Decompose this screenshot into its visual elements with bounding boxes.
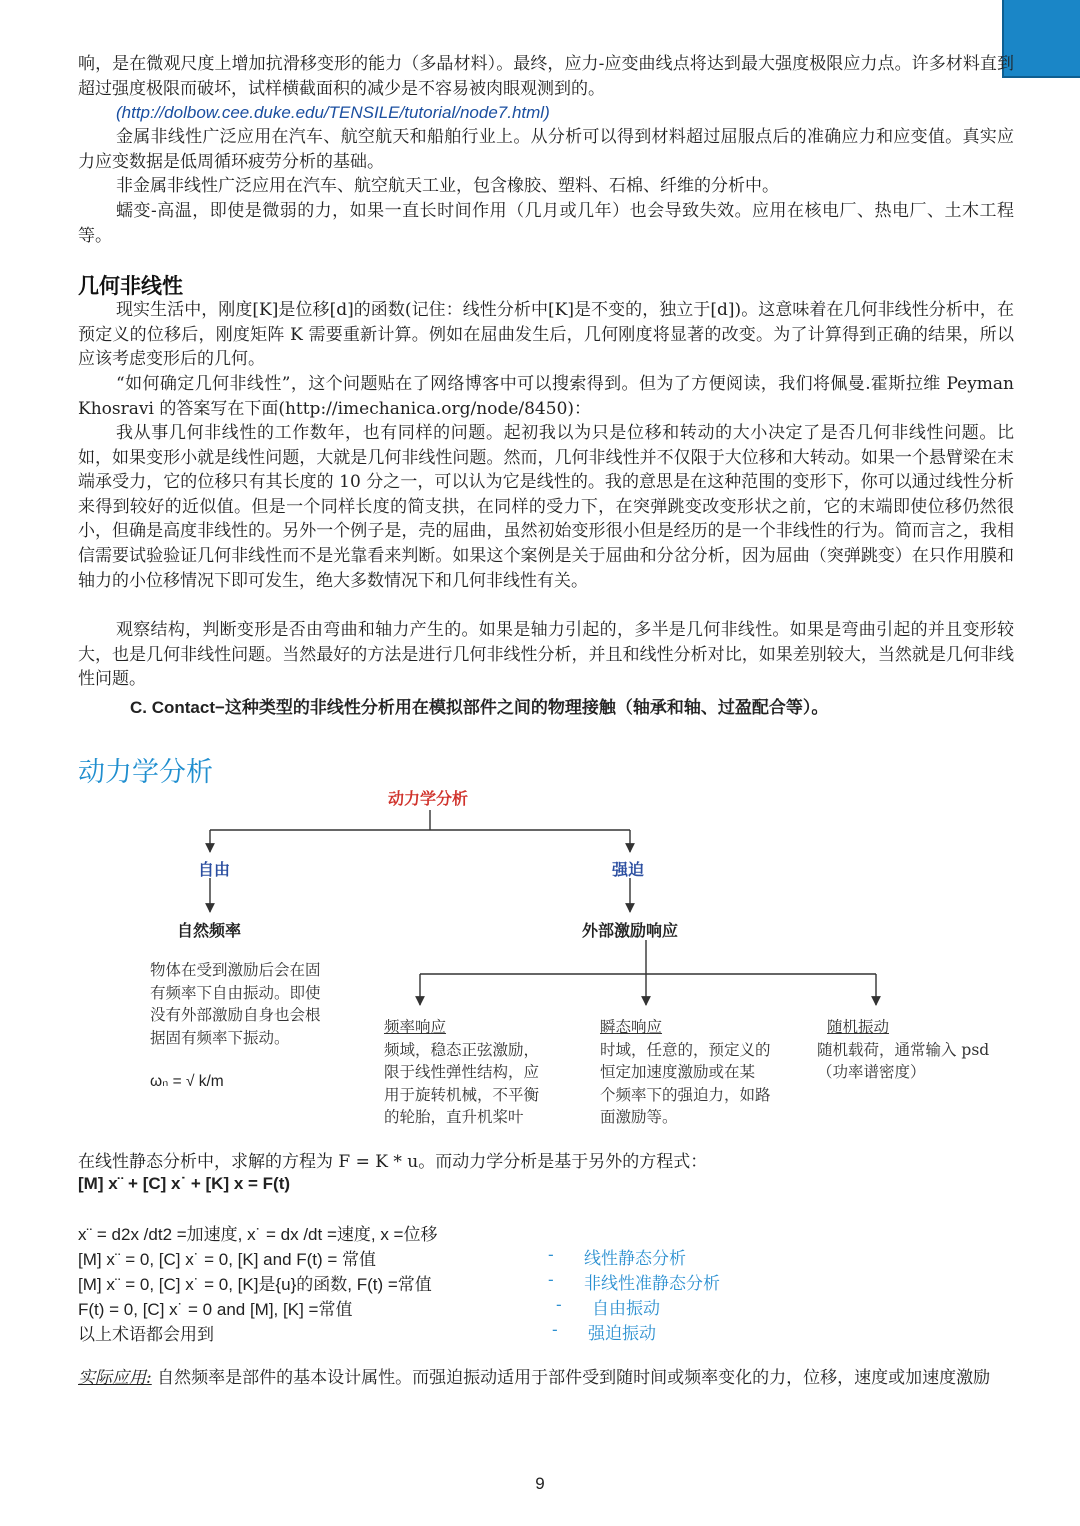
case-condition: [M] x¨ = 0, [C] x˙ = 0, [K] and F(t) = 常值 [78,1250,377,1269]
equation-intro: 在线性静态分析中，求解的方程为 F = K * u。而动力学分析是基于另外的方程式： [78,1152,708,1172]
case-condition: [M] x¨ = 0, [C] x˙ = 0, [K]是{u}的函数, F(t) =常值 [78,1275,432,1294]
natural-desc-line: 据固有频率下振动。 [150,1028,290,1047]
practical-text: 自然频率是部件的基本设计属性。而强迫振动适用于部件受到随时间或频率变化的力，位移，速度或加速度激励 [157,1368,991,1388]
paragraph-experience: 我从事几何非线性的工作数年，也有同样的问题。起初我以为只是位移和转动的大小决定了是否几何非线性问题。比如，如果变形小就是线性问题，大就是几何非线性问题。然而，几何非线性并不仅限于大位移和大转动。如果一个悬臂梁在末端承受力，它的位移只有其长度的 10 分之一，可以认为它是线性的。我的意思是在这种范围的变形下，你可以通过线性分析来得到较好的近似值。但是一个同样长度的简支拱，在同样的受力下，在突弹跳变改变形状之前，它的末端即使位移仍然很小，但确是高度非线性的。另外一个例子是，壳的屈曲，虽然初始变形很小但是经历的是一个非线性的行为。简而言之，我相信需要试验验证几何非线性而不是光靠看来判断。如果这个案例是关于屈曲和分岔分析，因为屈曲（突弹跳变）在只作用膜和轴力的小位移情况下即可发生，绝大多数情况下和几何非线性有关。 [78,423,1014,591]
freq-desc-line: 频域，稳态正弦激励， [384,1040,540,1059]
case-dash: - [556,1295,562,1314]
paragraph-stiffness: 现实生活中，刚度[K]是位移[d]的函数(记住：线性分析中[K]是不变的，独立于[d])。这意味着在几何非线性分析中，在预定义的位移后，刚度矩阵 K 需要重新计算。例如在屈曲发生后，几何刚度将显著的改变。为了计算得到正确的结果，所以应该考虑变形后的几何。 [78,300,1014,370]
case-dash: - [548,1270,554,1289]
node-forced: 强迫 [612,862,645,879]
page-number: 9 [535,1474,545,1493]
root-node-dynamics: 动力学分析 [388,791,469,808]
rand-desc-line: （功率谱密度） [817,1063,926,1081]
case-dash: - [552,1320,558,1339]
paragraph-creep: 蠕变-高温，即使是微弱的力，如果一直长时间作用（几月或几年）也会导致失效。应用在核电厂、热电厂、土木工程等。 [78,201,1014,246]
natural-frequency-description [150,959,360,1049]
contact-line: C. Contact−这种类型的非线性分析用在模拟部件之间的物理接触（轴承和轴、过盈配合等）。 [130,698,829,717]
transient-response-title: 瞬态响应 [600,1018,663,1036]
natural-frequency-formula: ωₙ = √ k/m [150,1073,224,1090]
freq-desc-line: 的轮胎，直升机桨叶 [384,1108,524,1126]
node-free: 自由 [198,862,231,879]
case-condition: 以上术语都会用到 [78,1325,214,1345]
trans-desc-line: 恒定加速度激励或在某 [600,1063,756,1081]
random-vibration-block [817,1016,1017,1084]
paragraph-nonmetal-nonlinear: 非金属非线性广泛应用在汽车、航空航天工业，包含橡胶、塑料、石棉、纤维的分析中。 [116,176,779,196]
equation-of-motion: [M] x¨ + [C] x˙ + [K] x = F(t) [78,1174,291,1193]
node-external-response: 外部激励响应 [582,923,679,940]
geometric-nonlinear-heading: 几何非线性 [78,275,183,298]
dynamics-heading: 动力学分析 [78,757,213,787]
case-analysis-type: 线性静态分析 [584,1249,686,1269]
case-dash: - [548,1245,554,1264]
trans-desc-line: 时域，任意的，预定义的 [600,1040,771,1059]
paragraph-observe: 观察结构，判断变形是否由弯曲和轴力产生的。如果是轴力引起的，多半是几何非线性。如果是弯曲引起的并且变形较大，也是几何非线性问题。当然最好的方法是进行几何非线性分析，并且和线性分析对比，如果差别较大，当然就是几何非线性问题。 [78,620,1014,690]
practical-application [78,1366,1014,1391]
node-natural-frequency: 自然频率 [177,923,242,940]
natural-desc-line: 有频率下自由振动。即使 [150,983,321,1002]
trans-desc-line: 面激励等。 [600,1108,678,1126]
frequency-response-title: 频率响应 [384,1018,447,1036]
case-analysis-type: 非线性准静态分析 [584,1274,720,1294]
freq-desc-line: 用于旋转机械，不平衡 [384,1085,540,1104]
natural-desc-line: 物体在受到激励后会在固 [150,961,321,979]
case-condition: F(t) = 0, [C] x˙ = 0 and [M], [K] =常值 [78,1300,353,1319]
paragraph-strength: 响，是在微观尺度上增加抗滑移变形的能力（多晶材料）。最终，应力-应变曲线点将达到最大强度极限应力点。许多材料直到超过强度极限而破坏，试样横截面积的减少是不容易被肉眼观测到的。 [78,54,1014,99]
reference-link[interactable]: (http://dolbow.cee.duke.edu/TENSILE/tutorial/node7.html) [116,103,550,122]
equation-definitions: x¨ = d2x /dt2 =加速度, x˙ = dx /dt =速度, x =位移 [78,1225,438,1244]
rand-desc-line: 随机载荷，通常输入 psd [817,1040,990,1059]
case-analysis-type: 自由振动 [592,1299,660,1319]
natural-desc-line: 没有外部激励自身也会根 [150,1006,321,1024]
trans-desc-line: 个频率下的强迫力，如路 [600,1085,771,1104]
paragraph-metal-nonlinear: 金属非线性广泛应用在汽车、航空航天和船舶行业上。从分析可以得到材料超过屈服点后的准确应力和应变值。真实应力应变数据是低周循环疲劳分析的基础。 [78,127,1014,172]
practical-label: 实际应用: [78,1368,152,1388]
freq-desc-line: 限于线性弹性结构，应 [384,1063,540,1081]
frequency-response-block [384,1016,584,1129]
random-vibration-title: 随机振动 [827,1018,890,1036]
paragraph-how-determine: “如何确定几何非线性”，这个问题贴在了网络博客中可以搜索得到。但为了方便阅读，我们将佩曼.霍斯拉维 Peyman Khosravi 的答案写在下面(http://imechanica.org/node/8450)： [78,374,1014,419]
case-analysis-type: 强迫振动 [588,1324,656,1344]
transient-response-block [600,1016,800,1129]
